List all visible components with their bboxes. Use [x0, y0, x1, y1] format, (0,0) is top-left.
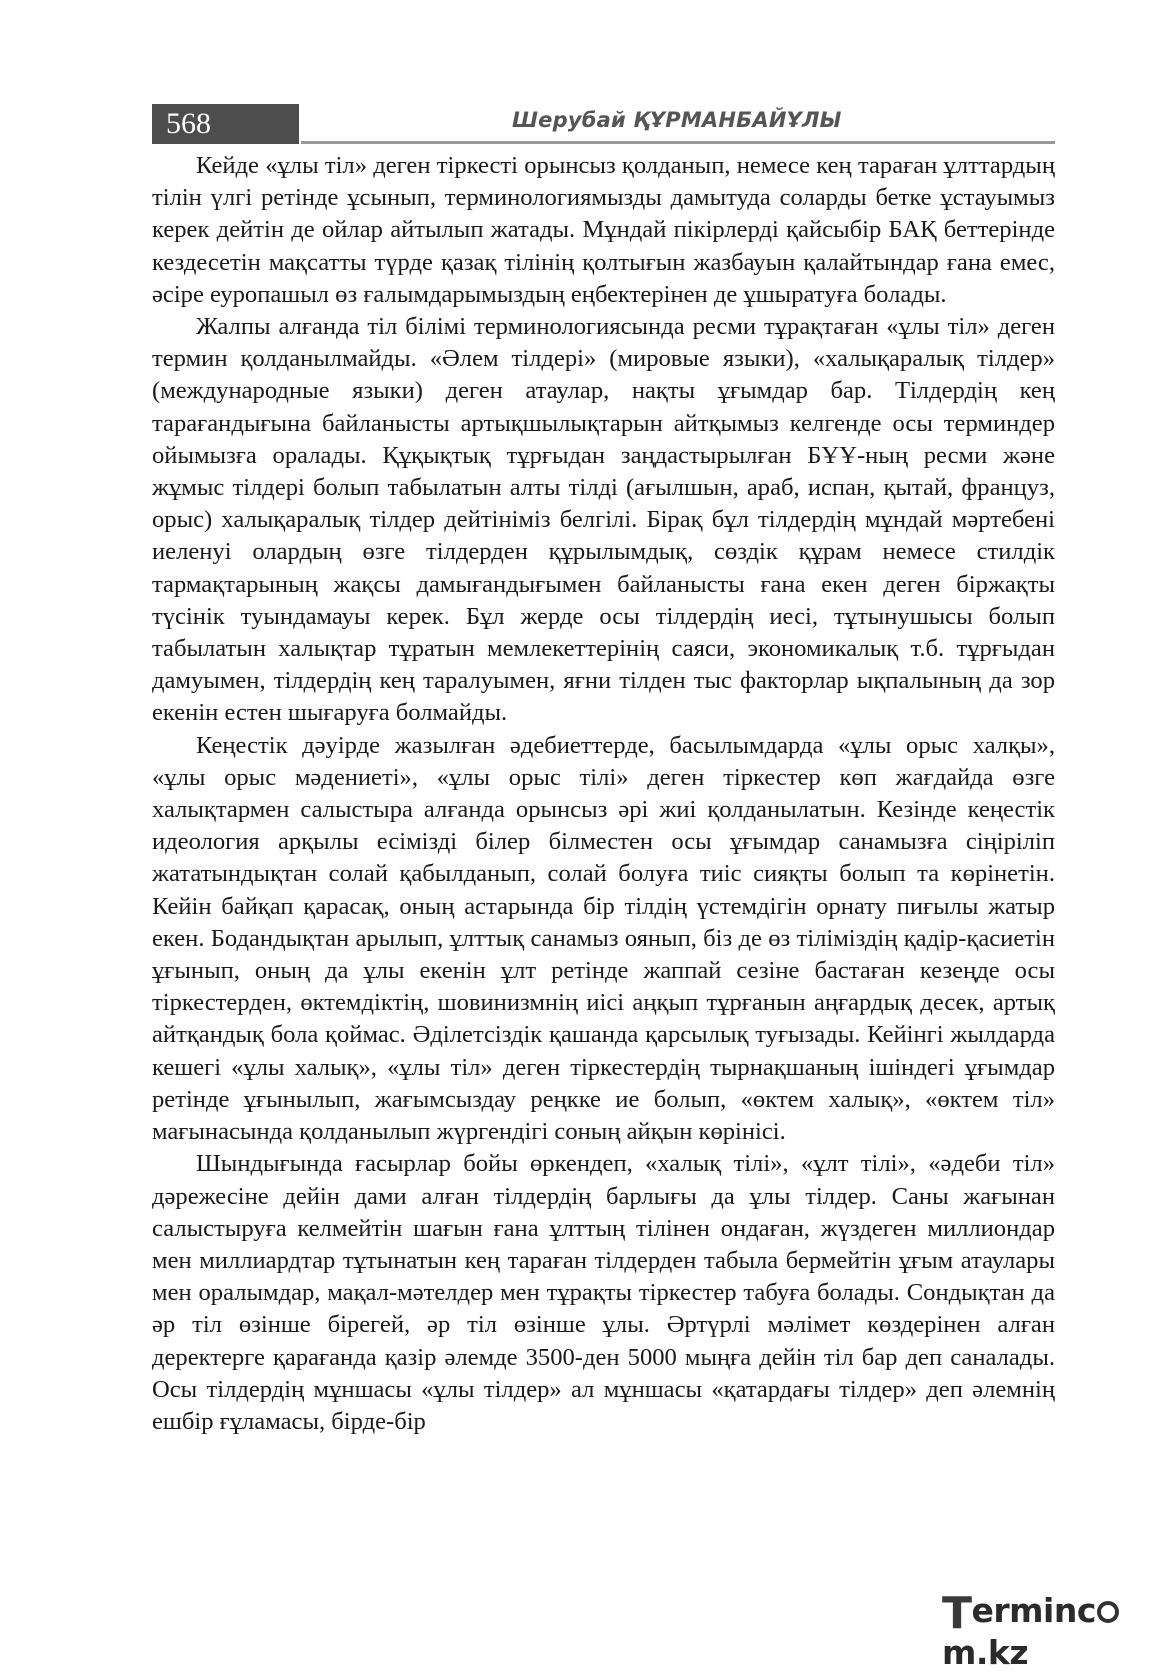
termincom-watermark-logo [942, 1582, 1158, 1672]
watermark-text-a: erminc [971, 1591, 1096, 1630]
header-divider [301, 141, 1055, 144]
running-head-author: Шерубай ҚҰРМАНБАЙҰЛЫ [512, 108, 842, 132]
body-text [152, 150, 1055, 1438]
watermark-text-b: m.kz [942, 1633, 1029, 1672]
paragraph-1: Кейде «ұлы тіл» деген тіркесті орынсыз қолданып, немесе кең тараған ұлттардың тілін үлгі ретінде ұсынып, терминологиямызды дамытуда соларды бетке ұстауымыз керек дейтін де ойлар айтылып жатады. Мұндай пікірлерді қайсыбір БАҚ беттерінде кездесетін мақсатты түрде қазақ тілінің қолтығын жазбауын қалайтындар ғана емес, әсіре еуропашыл өз ғалымдарымыздың еңбектерінен де ұшыратуға болады. [152, 152, 1055, 308]
page-header [152, 104, 1055, 146]
watermark-t-letter: T [942, 1588, 972, 1639]
paragraph-2: Жалпы алғанда тіл білімі терминологиясында ресми тұрақтаған «ұлы тіл» деген термин қолданылмайды. «Әлем тілдері» (мировые языки), «халықаралық тілдер» (международные языки) деген атаулар, нақты ұғымдар бар. Тілдердің кең тарағандығына байланысты артықшылықтарын айтқымыз келгенде осы терминдер ойымызға оралады. Құқықтық тұрғыдан заңдастырылған БҰҰ-ның ресми және жұмыс тілдері болып табылатын алты тілді (ағылшын, араб, испан, қытай, француз, орыс) халықаралық тілдер дейтініміз белгілі. Бірақ бұл тілдердің мұндай мәртебені иеленуі олардың өзге тілдерден құрылымдық, сөздік құрам немесе стилдік тармақтарының жақсы дамығандығымен байланысты ғана екен деген біржақты түсінік туындамауы керек. Бұл жерде осы тілдердің иесі, тұтынушысы болып табылатын халықтар тұратын мемлекеттерінің саяси, экономикалық т.б. тұрғыдан дамуымен, тілдердің кең таралуымен, яғни тілден тыс факторлар ықпалының да зор екенін естен шығаруға болмайды. [152, 313, 1055, 727]
watermark-o-icon [1097, 1601, 1119, 1623]
page-number: 568 [152, 104, 299, 144]
paragraph-3: Кеңестік дәуірде жазылған әдебиеттерде, басылымдарда «ұлы орыс халқы», «ұлы орыс мәдениеті», «ұлы орыс тілі» деген тіркестер көп жағдайда өзге халықтармен салыстыра алғанда орынсыз әрі жиі қолданылатын. Кезінде кеңестік идеология арқылы есімізді білер білместен осы ұғымдар санамызға сіңіріліп жататындықтан солай қабылданып, солай болуға тиіс сияқты болып та көрінетін. Кейін байқап қарасақ, оның астарында бір тілдің үстемдігін орнату пиғылы жатыр екен. Бодандықтан арылып, ұлттық санамыз оянып, біз де өз тіліміздің қадір-қасиетін ұғынып, оның да ұлы екенін ұлт ретінде жаппай сезіне бастаған кезеңде осы тіркестерден, өктемдіктің, шовинизмнің иісі аңқып тұрғанын аңғардық десек, артық айтқандық бола қоймас. Әділетсіздік қашанда қарсылық туғызады. Кейінгі жылдарда кешегі «ұлы халық», «ұлы тіл» деген тіркестердің тырнақшаның ішіндегі ұғымдар ретінде ұғынылып, жағымсыздау реңкке ие болып, «өктем халық», «өктем тіл» мағынасында қолданылып жүргендігі соның айқын көрінісі. [152, 731, 1055, 1146]
paragraph-4: Шындығында ғасырлар бойы өркендеп, «халық тілі», «ұлт тілі», «әдеби тіл» дәрежесіне дейін дами алған тілдердің барлығы да ұлы тілдер. Саны жағынан салыстыруға келмейтін шағын ғана ұлттың тілінен ондаған, жүздеген миллиондар мен миллиардтар тұтынатын кең тараған тілдерден табыла бермейтін ұғым атаулары мен оралымдар, мақал-мәтелдер мен тұрақты тіркестер табуға болады. Сондықтан да әр тіл өзінше бірегей, әр тіл өзінше ұлы. Әртүрлі мәлімет көздерінен алған деректерге қарағанда қазір әлемде 3500-ден 5000 мыңға дейін тіл бар деп саналады. Осы тілдердің мұншасы «ұлы тілдер» ал мұншасы «қатардағы тілдер» деп әлемнің ешбір ғұламасы, бірде-бір [152, 1150, 1055, 1435]
